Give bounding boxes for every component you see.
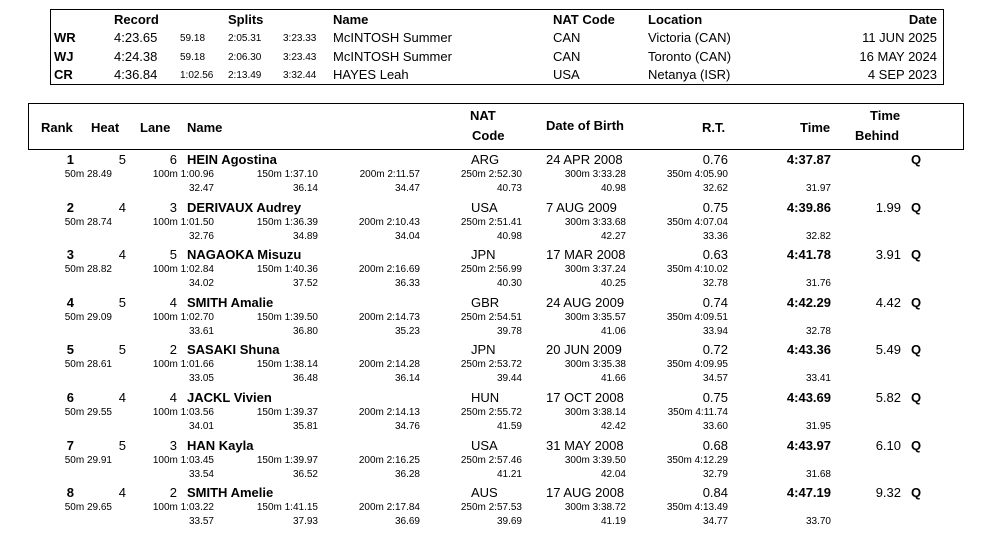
split-50m: 50m 29.65 [64, 502, 112, 514]
record-split-3: 3:23.33 [283, 33, 317, 44]
diff-300m: 41.06 [600, 325, 626, 337]
result-row[interactable] [0, 295, 992, 343]
record-name: HAYES Leah [333, 67, 409, 82]
diff-100m: 33.57 [188, 516, 214, 528]
diff-100m: 33.54 [188, 468, 214, 480]
header-time: Time [800, 120, 831, 135]
diff-350m: 32.62 [702, 183, 728, 194]
header-rt: R.T. [702, 120, 726, 135]
final-time: 4:43.36 [786, 342, 831, 358]
final-time: 4:41.78 [786, 247, 831, 263]
qualified-badge: Q [911, 247, 922, 263]
qualified-badge: Q [911, 485, 922, 501]
diff-350m: 32.79 [702, 468, 728, 480]
record-split-3: 3:32.44 [283, 70, 317, 81]
split-50m: 50m 28.49 [64, 169, 112, 180]
diff-150m: 36.80 [292, 325, 318, 337]
reaction-time: 0.74 [702, 294, 728, 310]
record-nat: CAN [553, 30, 581, 45]
result-row[interactable] [0, 342, 992, 390]
date-of-birth: 20 JUN 2009 [546, 342, 622, 358]
diff-200m: 36.33 [394, 278, 420, 290]
reaction-time: 0.75 [702, 199, 728, 215]
date-of-birth: 17 MAR 2008 [546, 247, 626, 263]
split-100m: 100m 1:01.50 [152, 216, 214, 228]
qualified-badge: Q [911, 294, 922, 310]
split-350m: 350m 4:12.29 [666, 454, 728, 466]
reaction-time: 0.72 [702, 342, 728, 358]
diff-200m: 36.14 [394, 373, 420, 385]
record-split-3: 3:23.43 [283, 51, 317, 63]
lane: 4 [169, 294, 177, 310]
diff-250m: 40.30 [496, 278, 522, 290]
split-200m: 200m 2:10.43 [358, 216, 420, 228]
split-300m: 300m 3:33.28 [564, 169, 626, 180]
split-100m: 100m 1:03.22 [152, 502, 214, 514]
athlete-name: DERIVAUX Audrey [187, 199, 302, 215]
results-header [28, 103, 964, 150]
diff-200m: 34.04 [394, 230, 420, 242]
diff-250m: 39.69 [496, 516, 522, 528]
lane: 5 [169, 247, 177, 263]
record-split-1: 59.18 [180, 33, 206, 44]
split-300m: 300m 3:39.50 [564, 454, 626, 466]
record-split-1: 59.18 [180, 51, 206, 63]
diff-100m: 34.02 [188, 278, 214, 290]
heat: 4 [118, 485, 126, 501]
athlete-name: SMITH Amelie [187, 485, 274, 501]
date-of-birth: 24 AUG 2009 [546, 294, 625, 310]
diff-100m: 33.05 [188, 373, 214, 385]
final-time: 4:43.97 [786, 437, 831, 453]
record-name: McINTOSH Summer [333, 30, 452, 45]
diff-150m: 35.81 [292, 421, 318, 432]
record-location: Toronto (CAN) [648, 48, 732, 64]
split-200m: 200m 2:11.57 [359, 169, 420, 180]
athlete-name: SMITH Amalie [187, 294, 274, 310]
time-behind: 5.82 [875, 390, 901, 405]
result-row[interactable] [0, 152, 992, 200]
rank: 3 [66, 247, 74, 263]
diff-100m: 34.01 [188, 421, 214, 432]
record-code: CR [54, 67, 73, 82]
record-location: Netanya (ISR) [648, 67, 731, 82]
rank: 5 [66, 342, 74, 358]
record-location: Victoria (CAN) [648, 30, 731, 45]
nat-code: AUS [471, 485, 498, 501]
diff-250m: 41.21 [496, 468, 522, 480]
split-300m: 300m 3:33.68 [564, 216, 626, 228]
diff-400m: 33.41 [805, 373, 831, 385]
nat-code: USA [471, 199, 498, 215]
reaction-time: 0.68 [702, 437, 728, 453]
diff-200m: 36.28 [394, 468, 420, 480]
athlete-name: HEIN Agostina [187, 152, 277, 167]
split-250m: 250m 2:52.30 [460, 169, 522, 180]
rank: 2 [66, 199, 74, 215]
rank: 1 [66, 152, 74, 167]
split-350m: 350m 4:11.74 [667, 407, 728, 418]
nat-code: JPN [471, 342, 496, 358]
diff-300m: 42.04 [600, 468, 626, 480]
split-100m: 100m 1:02.70 [152, 311, 214, 323]
qualified-badge: Q [911, 342, 922, 358]
records-header-name: Name [333, 12, 369, 27]
diff-350m: 33.60 [702, 421, 728, 432]
split-150m: 150m 1:39.37 [256, 407, 318, 418]
diff-200m: 34.76 [394, 421, 420, 432]
athlete-name: JACKL Vivien [187, 390, 272, 405]
split-200m: 200m 2:14.13 [358, 407, 420, 418]
final-time: 4:37.87 [786, 152, 831, 167]
diff-350m: 33.94 [702, 325, 728, 337]
final-time: 4:47.19 [786, 485, 831, 501]
split-200m: 200m 2:14.73 [358, 311, 420, 323]
diff-400m: 31.95 [805, 421, 831, 432]
split-150m: 150m 1:39.50 [256, 311, 318, 323]
heat: 5 [118, 437, 126, 453]
diff-150m: 36.14 [292, 183, 318, 194]
date-of-birth: 24 APR 2008 [546, 152, 623, 167]
header-time-behind-top: Time [870, 108, 901, 123]
header-rank: Rank [41, 120, 73, 135]
record-nat: USA [553, 67, 580, 82]
diff-250m: 39.44 [496, 373, 522, 385]
record-split-2: 2:05.31 [228, 33, 262, 44]
reaction-time: 0.84 [702, 485, 728, 501]
records-table [50, 9, 944, 85]
diff-100m: 32.47 [188, 183, 214, 194]
date-of-birth: 17 AUG 2008 [546, 485, 625, 501]
lane: 6 [169, 152, 177, 167]
lane: 4 [169, 390, 177, 405]
split-150m: 150m 1:40.36 [256, 264, 318, 276]
athlete-name: NAGAOKA Misuzu [187, 247, 302, 263]
time-behind: 1.99 [875, 199, 901, 215]
diff-400m: 32.78 [805, 325, 831, 337]
header-code: Code [472, 128, 505, 143]
diff-400m: 31.76 [805, 278, 831, 290]
diff-400m: 33.70 [805, 516, 831, 528]
header-lane: Lane [140, 120, 171, 135]
split-100m: 100m 1:00.96 [152, 169, 214, 180]
lane: 2 [169, 342, 177, 358]
diff-200m: 35.23 [394, 325, 420, 337]
split-250m: 250m 2:57.46 [460, 454, 522, 466]
diff-250m: 40.98 [496, 230, 522, 242]
record-date: 11 JUN 2025 [862, 30, 937, 45]
nat-code: GBR [471, 294, 500, 310]
split-250m: 250m 2:55.72 [460, 407, 522, 418]
heat: 4 [118, 247, 126, 263]
split-350m: 350m 4:09.95 [666, 359, 728, 371]
record-split-2: 2:06.30 [228, 51, 262, 63]
final-time: 4:43.69 [786, 390, 831, 405]
split-200m: 200m 2:16.25 [358, 454, 420, 466]
result-row[interactable] [0, 247, 992, 295]
split-300m: 300m 3:38.72 [564, 502, 626, 514]
heat: 4 [118, 390, 126, 405]
split-350m: 350m 4:13.49 [666, 502, 728, 514]
split-300m: 300m 3:35.38 [564, 359, 626, 371]
nat-code: ARG [471, 152, 500, 167]
diff-150m: 36.48 [292, 373, 318, 385]
diff-300m: 41.19 [600, 516, 626, 528]
rank: 4 [66, 294, 74, 310]
records-header-date: Date [908, 12, 937, 27]
diff-300m: 42.27 [600, 230, 626, 242]
date-of-birth: 31 MAY 2008 [546, 437, 624, 453]
time-behind: 4.42 [875, 294, 901, 310]
diff-350m: 32.78 [702, 278, 728, 290]
split-150m: 150m 1:37.10 [256, 169, 318, 180]
header-dob: Date of Birth [546, 118, 624, 133]
split-150m: 150m 1:41.15 [256, 502, 318, 514]
time-behind: 5.49 [875, 342, 901, 358]
split-350m: 350m 4:05.90 [666, 169, 728, 180]
split-50m: 50m 29.09 [64, 311, 112, 323]
split-200m: 200m 2:17.84 [358, 502, 420, 514]
record-split-1: 1:02.56 [180, 70, 214, 81]
qualified-badge: Q [911, 437, 922, 453]
diff-300m: 40.98 [600, 183, 626, 194]
diff-400m: 32.82 [805, 230, 831, 242]
split-350m: 350m 4:10.02 [666, 264, 728, 276]
diff-400m: 31.68 [805, 468, 831, 480]
diff-250m: 39.78 [496, 325, 522, 337]
split-100m: 100m 1:03.45 [152, 454, 214, 466]
nat-code: USA [471, 437, 498, 453]
record-code: WJ [54, 48, 74, 64]
athlete-name: SASAKI Shuna [187, 342, 280, 358]
split-100m: 100m 1:02.84 [152, 264, 214, 276]
result-row[interactable] [0, 438, 992, 486]
time-behind: 9.32 [875, 485, 901, 501]
diff-400m: 31.97 [805, 183, 831, 194]
record-time: 4:24.38 [114, 48, 158, 64]
records-header-splits: Splits [228, 12, 264, 27]
rank: 7 [66, 437, 74, 453]
diff-100m: 32.76 [188, 230, 214, 242]
split-150m: 150m 1:36.39 [256, 216, 318, 228]
record-split-2: 2:13.49 [228, 70, 262, 81]
heat: 5 [118, 294, 126, 310]
final-time: 4:39.86 [786, 199, 831, 215]
split-250m: 250m 2:56.99 [460, 264, 522, 276]
split-50m: 50m 28.82 [64, 264, 112, 276]
split-100m: 100m 1:03.56 [152, 407, 214, 418]
reaction-time: 0.76 [702, 152, 728, 167]
split-100m: 100m 1:01.66 [152, 359, 214, 371]
header-name: Name [187, 120, 223, 135]
records-header-location: Location [648, 12, 703, 27]
diff-300m: 40.25 [600, 278, 626, 290]
date-of-birth: 7 AUG 2009 [546, 199, 617, 215]
record-time: 4:36.84 [114, 67, 158, 82]
split-50m: 50m 29.91 [64, 454, 112, 466]
diff-150m: 37.52 [292, 278, 318, 290]
lane: 3 [169, 437, 177, 453]
records-header-record: Record [114, 12, 159, 27]
heat: 5 [118, 152, 126, 167]
split-50m: 50m 29.55 [64, 407, 112, 418]
split-150m: 150m 1:39.97 [256, 454, 318, 466]
time-behind: 6.10 [875, 437, 901, 453]
record-name: McINTOSH Summer [333, 48, 452, 64]
split-350m: 350m 4:07.04 [666, 216, 728, 228]
header-time-behind-bottom: Behind [855, 128, 900, 143]
diff-200m: 36.69 [394, 516, 420, 528]
diff-350m: 33.36 [702, 230, 728, 242]
record-nat: CAN [553, 48, 581, 64]
record-date: 16 MAY 2024 [859, 48, 937, 64]
nat-code: JPN [471, 247, 496, 263]
split-300m: 300m 3:38.14 [564, 407, 626, 418]
final-time: 4:42.29 [786, 294, 831, 310]
diff-250m: 40.73 [496, 183, 522, 194]
diff-350m: 34.57 [702, 373, 728, 385]
lane: 2 [169, 485, 177, 501]
split-50m: 50m 28.61 [64, 359, 112, 371]
nat-code: HUN [471, 390, 500, 405]
reaction-time: 0.75 [702, 390, 728, 405]
qualified-badge: Q [911, 152, 922, 167]
diff-300m: 41.66 [600, 373, 626, 385]
date-of-birth: 17 OCT 2008 [546, 390, 624, 405]
time-behind: 3.91 [875, 247, 901, 263]
records-header-nat: NAT Code [553, 12, 615, 27]
diff-150m: 34.89 [292, 230, 318, 242]
rank: 6 [66, 390, 74, 405]
diff-250m: 41.59 [496, 421, 522, 432]
split-350m: 350m 4:09.51 [666, 311, 728, 323]
reaction-time: 0.63 [702, 247, 728, 263]
split-300m: 300m 3:35.57 [564, 311, 626, 323]
result-row[interactable] [0, 485, 992, 533]
split-250m: 250m 2:51.41 [460, 216, 522, 228]
qualified-badge: Q [911, 390, 922, 405]
record-date: 4 SEP 2023 [867, 67, 937, 82]
heat: 4 [118, 199, 126, 215]
record-code: WR [54, 30, 76, 45]
header-nat: NAT [470, 108, 496, 123]
rank: 8 [66, 485, 74, 501]
result-row[interactable] [0, 390, 992, 438]
split-250m: 250m 2:54.51 [460, 311, 522, 323]
diff-150m: 36.52 [292, 468, 318, 480]
diff-100m: 33.61 [188, 325, 214, 337]
split-250m: 250m 2:53.72 [460, 359, 522, 371]
split-250m: 250m 2:57.53 [460, 502, 522, 514]
diff-150m: 37.93 [292, 516, 318, 528]
qualified-badge: Q [911, 199, 922, 215]
diff-200m: 34.47 [394, 183, 420, 194]
result-row[interactable] [0, 200, 992, 248]
athlete-name: HAN Kayla [187, 437, 254, 453]
lane: 3 [169, 199, 177, 215]
split-200m: 200m 2:16.69 [358, 264, 420, 276]
heat: 5 [118, 342, 126, 358]
diff-300m: 42.42 [600, 421, 626, 432]
record-time: 4:23.65 [114, 30, 158, 45]
split-300m: 300m 3:37.24 [564, 264, 626, 276]
header-heat: Heat [91, 120, 120, 135]
split-150m: 150m 1:38.14 [256, 359, 318, 371]
diff-350m: 34.77 [702, 516, 728, 528]
split-50m: 50m 28.74 [64, 216, 112, 228]
split-200m: 200m 2:14.28 [358, 359, 420, 371]
